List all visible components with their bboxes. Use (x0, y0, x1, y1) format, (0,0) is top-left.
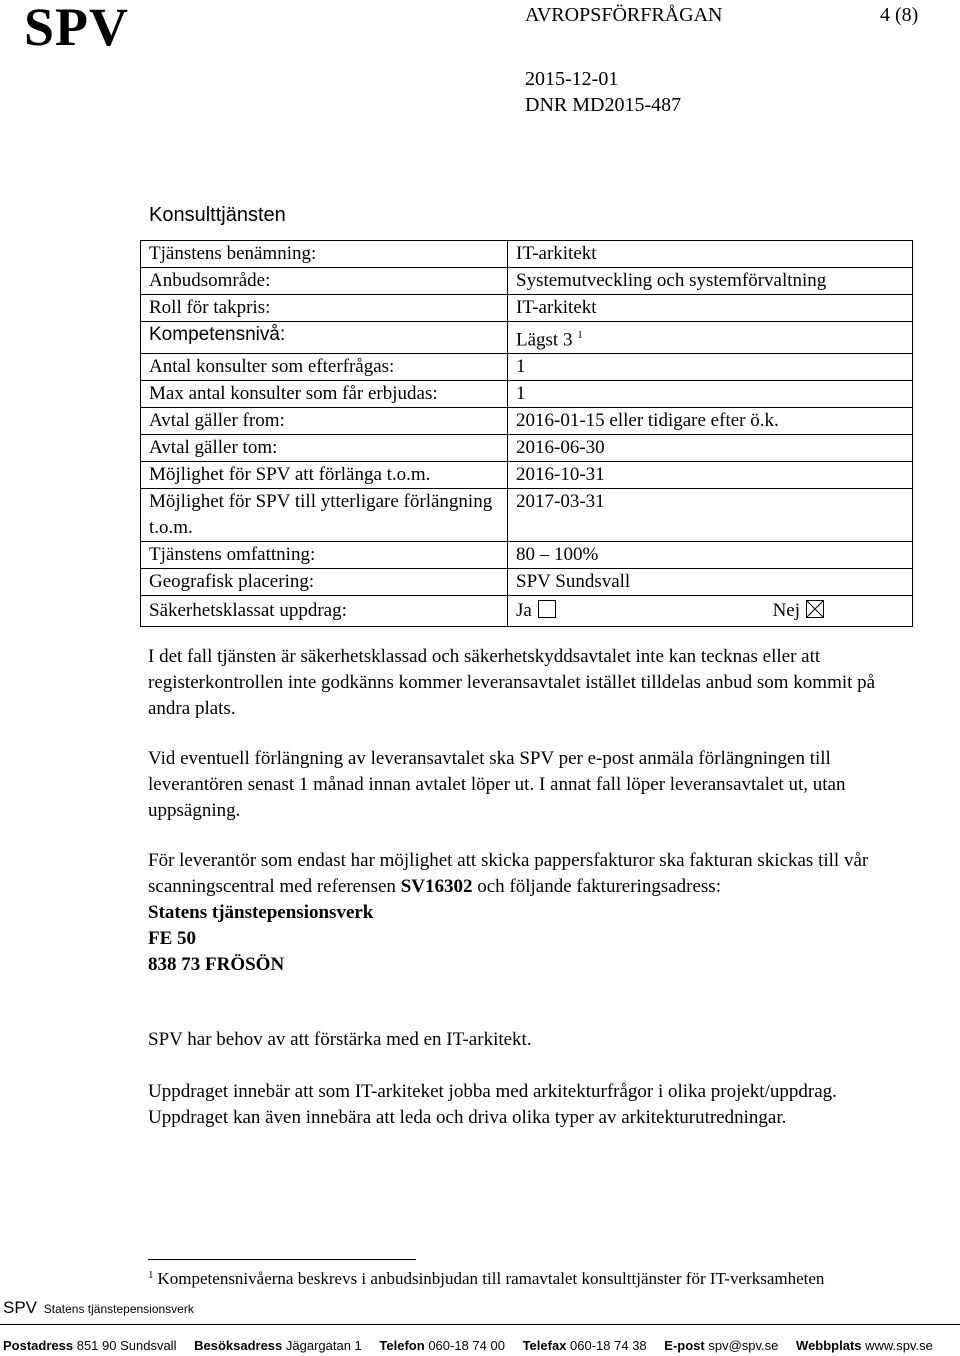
label: Telefon (379, 1338, 425, 1353)
row-label: Anbudsområde: (141, 268, 508, 295)
paragraph-text: Uppdraget innebär att som IT-arkiteket jobba med arkitekturfrågor i olika projekt/uppdrag. Uppdraget kan även innebära att leda och driva olika typer av arkitekturutredningar. (148, 1081, 837, 1128)
footer-divider (0, 1324, 960, 1325)
table-row (141, 569, 913, 596)
no-checkbox[interactable] (806, 600, 824, 618)
row-value: IT-arkitekt (508, 241, 913, 268)
footnote (148, 1269, 824, 1289)
paragraph-security (148, 644, 888, 722)
row-label: Tjänstens omfattning: (141, 542, 508, 569)
label: Besöksadress (194, 1338, 283, 1353)
row-value: 2016-06-30 (508, 435, 913, 462)
text-span: och följande faktureringsadress: (472, 876, 721, 897)
competence-level: Lägst 3 (516, 329, 573, 351)
document-dnr: DNR MD2015-487 (525, 94, 682, 116)
paragraph-assignment (148, 1079, 888, 1131)
security-options (508, 596, 913, 627)
website-link[interactable]: www.spv.se (865, 1338, 933, 1353)
no-option (773, 596, 824, 626)
table-row (141, 268, 913, 295)
invoice-reference: SV16302 (400, 876, 473, 897)
row-label: Säkerhetsklassat uppdrag: (141, 596, 508, 627)
service-info-table (140, 240, 913, 627)
paragraph-text: SPV har behov av att förstärka med en IT-arkitekt. (148, 1029, 532, 1050)
table-row (141, 295, 913, 322)
label: Postadress (3, 1338, 74, 1353)
row-label: Geografisk placering: (141, 569, 508, 596)
table-row (141, 322, 913, 354)
value: 060-18 74 38 (570, 1338, 647, 1353)
row-value: 1 (508, 354, 913, 381)
table-row (141, 408, 913, 435)
org-short: SPV (3, 1298, 38, 1317)
paragraph-need (148, 1027, 888, 1053)
paragraph-text: I det fall tjänsten är säkerhetsklassad och säkerhetskyddsavtalet inte kan tecknas eller att registerkontrollen inte godkänns kommer leveransavtalet istället tilldelas anbud som kommit på andra plats. (148, 646, 876, 719)
text-span: För leverantör som endast har möjlighet att skicka pappersfakturor ska fakturan skickas till vår scanningscentral med referensen (148, 850, 869, 897)
document-date: 2015-12-01 (525, 68, 619, 90)
email-link[interactable]: spv@spv.se (708, 1338, 779, 1353)
table-row (141, 241, 913, 268)
row-value: Systemutveckling och systemförvaltning (508, 268, 913, 295)
label: Webbplats (796, 1338, 862, 1353)
footer-epost[interactable] (664, 1338, 778, 1353)
footer-telefon (379, 1338, 505, 1353)
row-label: Avtal gäller from: (141, 408, 508, 435)
org-long: Statens tjänstepensionsverk (43, 1302, 194, 1316)
label: E-post (664, 1338, 705, 1353)
footer-postadress (3, 1338, 176, 1353)
paragraph-text (148, 848, 888, 900)
value: 851 90 Sundsvall (76, 1338, 177, 1353)
spv-logo: SPV (24, 0, 130, 57)
header-meta (525, 66, 681, 118)
footnote-separator (148, 1259, 416, 1260)
footnote-ref: 1 (577, 329, 583, 341)
row-value (508, 322, 913, 354)
row-value: 1 (508, 381, 913, 408)
row-label: Avtal gäller tom: (141, 435, 508, 462)
table-row (141, 354, 913, 381)
table-row (141, 381, 913, 408)
paragraph-invoicing (148, 848, 888, 978)
yes-label: Ja (516, 600, 532, 622)
row-label: Max antal konsulter som får erbjudas: (141, 381, 508, 408)
footer-besoksadress (194, 1338, 362, 1353)
row-label: Kompetensnivå: (141, 322, 508, 354)
row-label: Roll för takpris: (141, 295, 508, 322)
table-row (141, 542, 913, 569)
value: Jägargatan 1 (285, 1338, 362, 1353)
row-label: Möjlighet för SPV att förlänga t.o.m. (141, 462, 508, 489)
label: Telefax (522, 1338, 567, 1353)
row-value: 80 – 100% (508, 542, 913, 569)
invoice-address-line: FE 50 (148, 928, 197, 949)
footnote-text: Kompetensnivåerna beskrevs i anbudsinbjudan till ramavtalet konsulttjänster för IT-verksamheten (157, 1269, 825, 1288)
yes-checkbox[interactable] (538, 600, 556, 618)
page-number: 4 (8) (880, 4, 919, 26)
footer-telefax (523, 1338, 647, 1353)
no-label: Nej (772, 600, 800, 622)
row-label: Möjlighet för SPV till ytterligare förlängning t.o.m. (141, 489, 508, 542)
footer-contact (3, 1338, 933, 1353)
footer-webbplats[interactable] (796, 1338, 933, 1353)
table-row (141, 435, 913, 462)
paragraph-text: Vid eventuell förlängning av leveransavtalet ska SPV per e-post anmäla förlängningen till leverantören senast 1 månad innan avtalet löper ut. I annat fall löper leveransavtalet ut, utan uppsägning. (148, 748, 846, 821)
row-value: 2016-01-15 eller tidigare efter ö.k. (508, 408, 913, 435)
section-title: Konsulttjänsten (149, 204, 286, 226)
invoice-address-line: 838 73 FRÖSÖN (148, 954, 285, 975)
row-value: 2016-10-31 (508, 462, 913, 489)
document-type: AVROPSFÖRFRÅGAN (525, 4, 723, 26)
table-row (141, 489, 913, 542)
footer-organization (3, 1298, 194, 1318)
table-row (141, 462, 913, 489)
paragraph-extension (148, 746, 888, 824)
table-row-security (141, 596, 913, 627)
row-value: IT-arkitekt (508, 295, 913, 322)
row-value: 2017-03-31 (508, 489, 913, 542)
invoice-address-line: Statens tjänstepensionsverk (148, 902, 374, 923)
value: 060-18 74 00 (428, 1338, 505, 1353)
checked-x-icon (807, 601, 823, 617)
row-label: Tjänstens benämning: (141, 241, 508, 268)
footnote-mark: 1 (148, 1269, 154, 1281)
row-label: Antal konsulter som efterfrågas: (141, 354, 508, 381)
row-value: SPV Sundsvall (508, 569, 913, 596)
